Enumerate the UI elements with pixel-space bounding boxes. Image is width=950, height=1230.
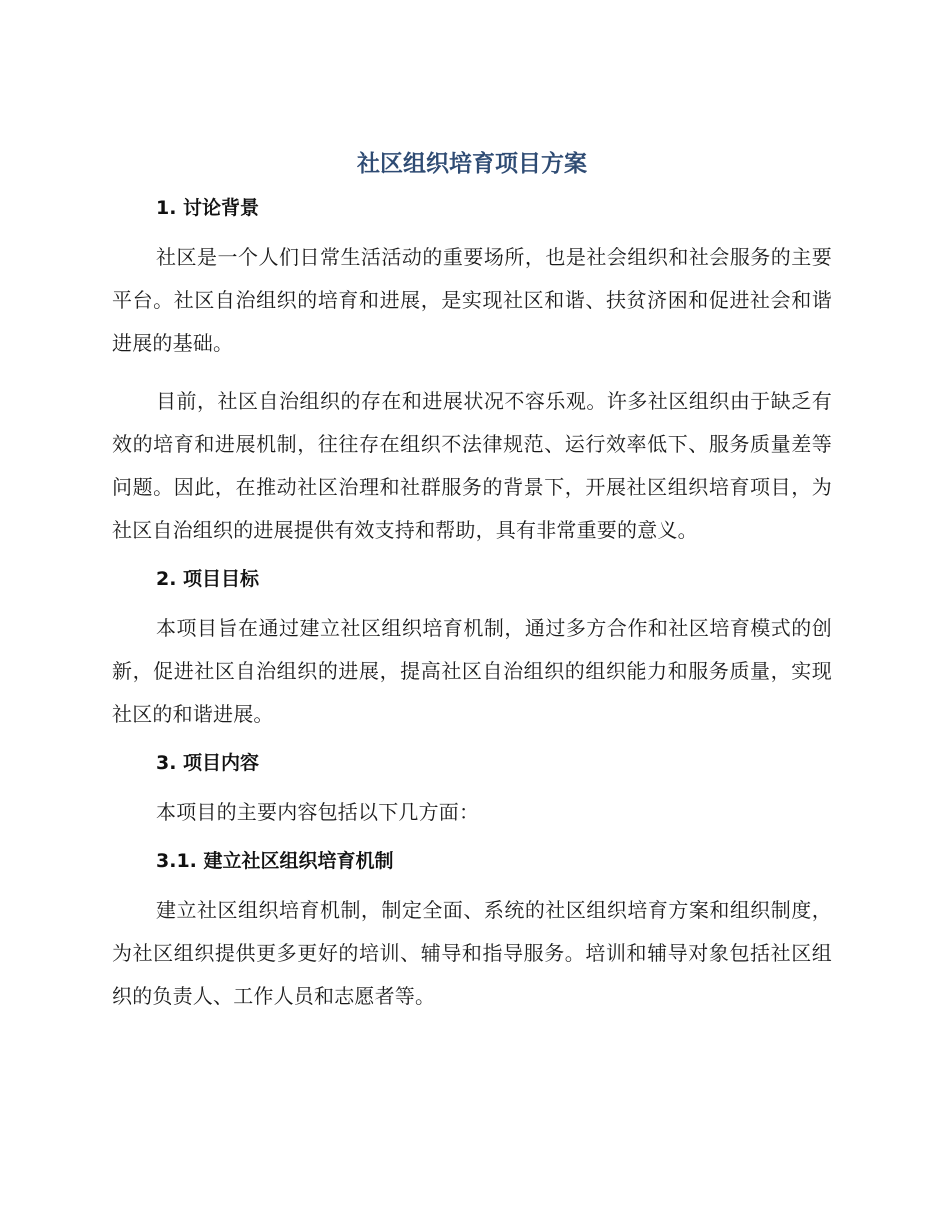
paragraph: 目前，社区自治组织的存在和进展状况不容乐观。许多社区组织由于缺乏有效的培育和进展机制，往往存在组织不法律规范、运行效率低下、服务质量差等问题。因此，在推动社区治理和社群服务的背景下，开展社区组织培育项目，为社区自治组织的进展提供有效支持和帮助，具有非常重要的意义。 <box>112 389 832 542</box>
section-heading: 1. 讨论背景 <box>156 197 260 219</box>
document-title: 社区组织培育项目方案 <box>357 151 587 177</box>
paragraph: 本项目旨在通过建立社区组织培育机制，通过多方合作和社区培育模式的创新，促进社区自治组织的进展，提高社区自治组织的组织能力和服务质量，实现社区的和谐进展。 <box>112 616 832 726</box>
section-heading: 3.1. 建立社区组织培育机制 <box>156 850 394 872</box>
section-heading: 3. 项目内容 <box>156 752 260 774</box>
section-goals <box>112 559 832 743</box>
section-background <box>112 188 832 559</box>
section-mechanism <box>112 841 832 1025</box>
paragraph: 社区是一个人们日常生活活动的重要场所，也是社会组织和社会服务的主要平台。社区自治组织的培育和进展，是实现社区和谐、扶贫济困和促进社会和谐进展的基础。 <box>112 245 832 355</box>
section-content <box>112 743 832 841</box>
paragraph: 建立社区组织培育机制，制定全面、系统的社区组织培育方案和组织制度，为社区组织提供更多更好的培训、辅导和指导服务。培训和辅导对象包括社区组织的负责人、工作人员和志愿者等。 <box>112 898 832 1008</box>
document-page <box>112 140 832 1025</box>
section-heading: 2. 项目目标 <box>156 568 260 590</box>
paragraph: 本项目的主要内容包括以下几方面： <box>156 800 480 824</box>
